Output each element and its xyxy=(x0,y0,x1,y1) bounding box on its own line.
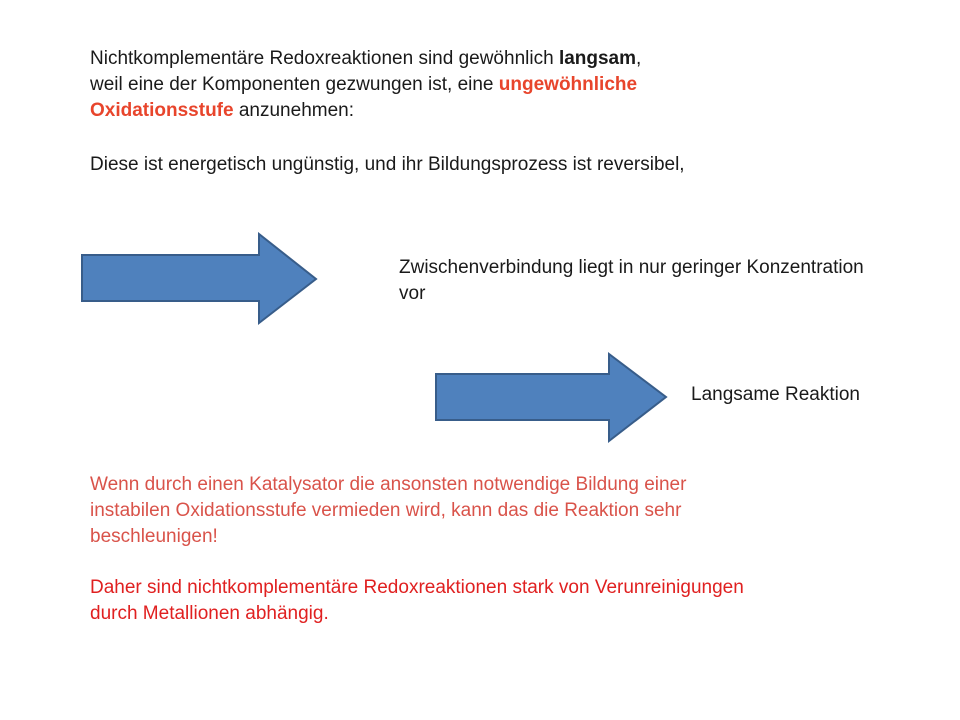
intro-bold-langsam: langsam xyxy=(558,48,637,69)
intermediate-text: Zwischenverbindung liegt in nur geringer Konzentration vor xyxy=(399,257,864,304)
conclusion-paragraph: Daher sind nichtkomplementäre Redoxreaktionen stark von Verunreinigungen durch Metallionen abhängig. xyxy=(90,577,744,624)
intro-text-3: weil eine der Komponenten gezwungen ist, eine xyxy=(90,74,499,95)
slow-reaction-text: Langsame Reaktion xyxy=(691,384,860,405)
arrow-right-icon-1 xyxy=(80,232,320,326)
intro-text-1: Nichtkomplementäre Redoxreaktionen sind gewöhnlich xyxy=(90,48,559,69)
intro-text-2: , xyxy=(636,48,642,69)
arrow-right-icon-2 xyxy=(434,352,670,444)
intro-accent-oxidationsstufe: ungewöhnliche Oxidationsstufe xyxy=(90,74,638,121)
intro-paragraph xyxy=(90,46,770,124)
catalyst-paragraph: Wenn durch einen Katalysator die ansonsten notwendige Bildung einer instabilen Oxidationsstufe vermieden wird, kann das die Reaktion sehr beschleunigen! xyxy=(90,474,687,547)
energy-paragraph: Diese ist energetisch ungünstig, und ihr Bildungsprozess ist reversibel, xyxy=(90,154,685,175)
intro-text-4: anzunehmen: xyxy=(233,100,354,121)
